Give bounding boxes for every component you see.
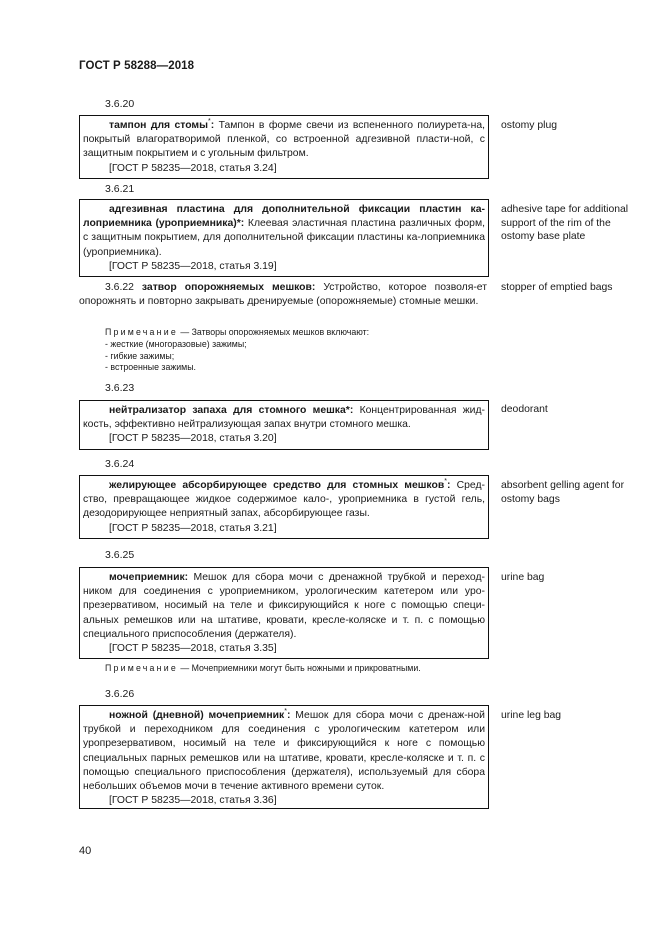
term-mark: * — [345, 405, 350, 416]
term-colon: : — [210, 120, 215, 131]
term: ножной (дневной) мочеприемник — [109, 710, 285, 721]
note — [79, 327, 489, 374]
note — [79, 663, 489, 675]
definition: Концентрированная жид-кость, эффективно нейтрализующая запах внутри стомного мешка. — [83, 405, 486, 431]
english-equivalent: ostomy plug — [501, 120, 558, 131]
term-mark: * — [236, 218, 241, 230]
document-header: ГОСТ Р 58288—2018 — [79, 60, 195, 72]
definition: Мешок для сбора мочи с дренажной трубкой и переход-ником для соединения с уроприемником, урологическим катетером или уро-презервативом, носимый на теле и фиксирующийся к ноге с помощью специ-альных ремешков или на штативе, кровати, кресле-коляске и т. п. с помощью специального приспособления (держателя). — [83, 572, 485, 640]
english-equivalent: absorbent gelling agent for ostomy bags — [501, 480, 625, 505]
term-mark: * — [444, 478, 447, 485]
term: желирующее абсорбирующее средство для стомных мешков — [109, 480, 445, 491]
entry-number: 3.6.24 — [105, 458, 135, 470]
entry-number: 3.6.20 — [105, 98, 135, 110]
term-entry-plain — [79, 281, 487, 309]
term-colon: : — [240, 218, 245, 230]
english-equivalent: stopper of emptied bags — [501, 282, 613, 293]
term-entry-box — [79, 567, 489, 659]
note-text: — Мочеприемники могут быть ножными и прикроватными. — [177, 663, 421, 673]
page-number: 40 — [79, 845, 92, 857]
entry-number: 3.6.26 — [105, 688, 135, 700]
english-equivalent: adhesive tape for additional support of the rim of the ostomy base plate — [501, 204, 629, 243]
english-equivalent: urine leg bag — [501, 710, 562, 721]
entry-number: 3.6.22 — [105, 282, 134, 293]
term: затвор опорожняемых мешков — [141, 282, 312, 293]
term: нейтрализатор запаха для стомного мешка — [109, 405, 346, 416]
source-reference: [ГОСТ Р 58235—2018, статья 3.24] — [109, 162, 277, 174]
note-item: - встроенные зажимы. — [105, 362, 196, 373]
note-text: — Затворы опорожняемых мешков включают: — [177, 327, 370, 337]
entry-number: 3.6.23 — [105, 382, 135, 394]
english-equivalent: urine bag — [501, 572, 545, 583]
term-entry-box — [79, 115, 489, 179]
definition: Сред-ство, превращающее жидкое содержимое кало-, уроприемника в густой гель, дезодорирующее неприятный запах, абсорбирующее газы. — [83, 480, 485, 520]
note-item: - гибкие зажимы; — [105, 350, 175, 361]
term: адгезивная пластина для дополнительной фиксации пластин ка-лоприемника (уроприемника) — [83, 204, 485, 230]
term-colon: : — [446, 480, 451, 491]
term-colon: : — [311, 282, 316, 293]
term-mark: * — [208, 118, 211, 125]
definition: Устройство, которое позволя-ет опорожнять и повторно закрывать дренируемые (опорожняемые) стомные мешки. — [79, 282, 487, 308]
entry-number: 3.6.21 — [105, 183, 135, 195]
note-label: Примечание — [105, 663, 178, 673]
term-colon: : — [286, 710, 291, 721]
definition: Тампон в форме свечи из вспененного полиурета-на, покрытый влагоратворимой пленкой, со встроенной адгезивной пласти-ной, с защитным покрытием и с угольным фильтром. — [83, 120, 485, 160]
term: тампон для стомы — [109, 120, 208, 131]
note-item: - жесткие (многоразовые) зажимы; — [105, 338, 247, 349]
definition: Мешок для сбора мочи с дренаж-ной трубкой и переходником для соединения с урологическим катетером или уропрезервативом, носимый на теле и фиксирующийся к ноге с помощью специальных парных ремешков или на штативе, кровати, кресле-коляске и т. п. с помощью специального приспособления (держателя), используемый для сбора небольших объемов мочи в течение активного времени суток. — [83, 710, 485, 793]
term-entry-box — [79, 400, 489, 450]
entry-number: 3.6.25 — [105, 549, 135, 561]
term: мочеприемник — [109, 572, 185, 583]
source-reference: [ГОСТ Р 58235—2018, статья 3.19] — [109, 260, 277, 272]
term-colon: : — [349, 405, 354, 416]
english-equivalent: deodorant — [501, 404, 548, 415]
note-label: Примечание — [105, 327, 178, 337]
source-reference: [ГОСТ Р 58235—2018, статья 3.35] — [109, 643, 277, 655]
definition: Клеевая эластичная пластина различных форм, с защитным покрытием, для дополнительной фиксации пластины ка-лоприемника (уроприемника). — [83, 218, 485, 258]
term-entry-box — [79, 705, 489, 809]
term-mark: * — [284, 708, 287, 715]
term-colon: : — [184, 572, 189, 583]
source-reference: [ГОСТ Р 58235—2018, статья 3.20] — [109, 433, 277, 445]
term-entry-box — [79, 199, 489, 277]
term-entry-box — [79, 475, 489, 539]
source-reference: [ГОСТ Р 58235—2018, статья 3.36] — [109, 795, 277, 807]
source-reference: [ГОСТ Р 58235—2018, статья 3.21] — [109, 522, 277, 534]
